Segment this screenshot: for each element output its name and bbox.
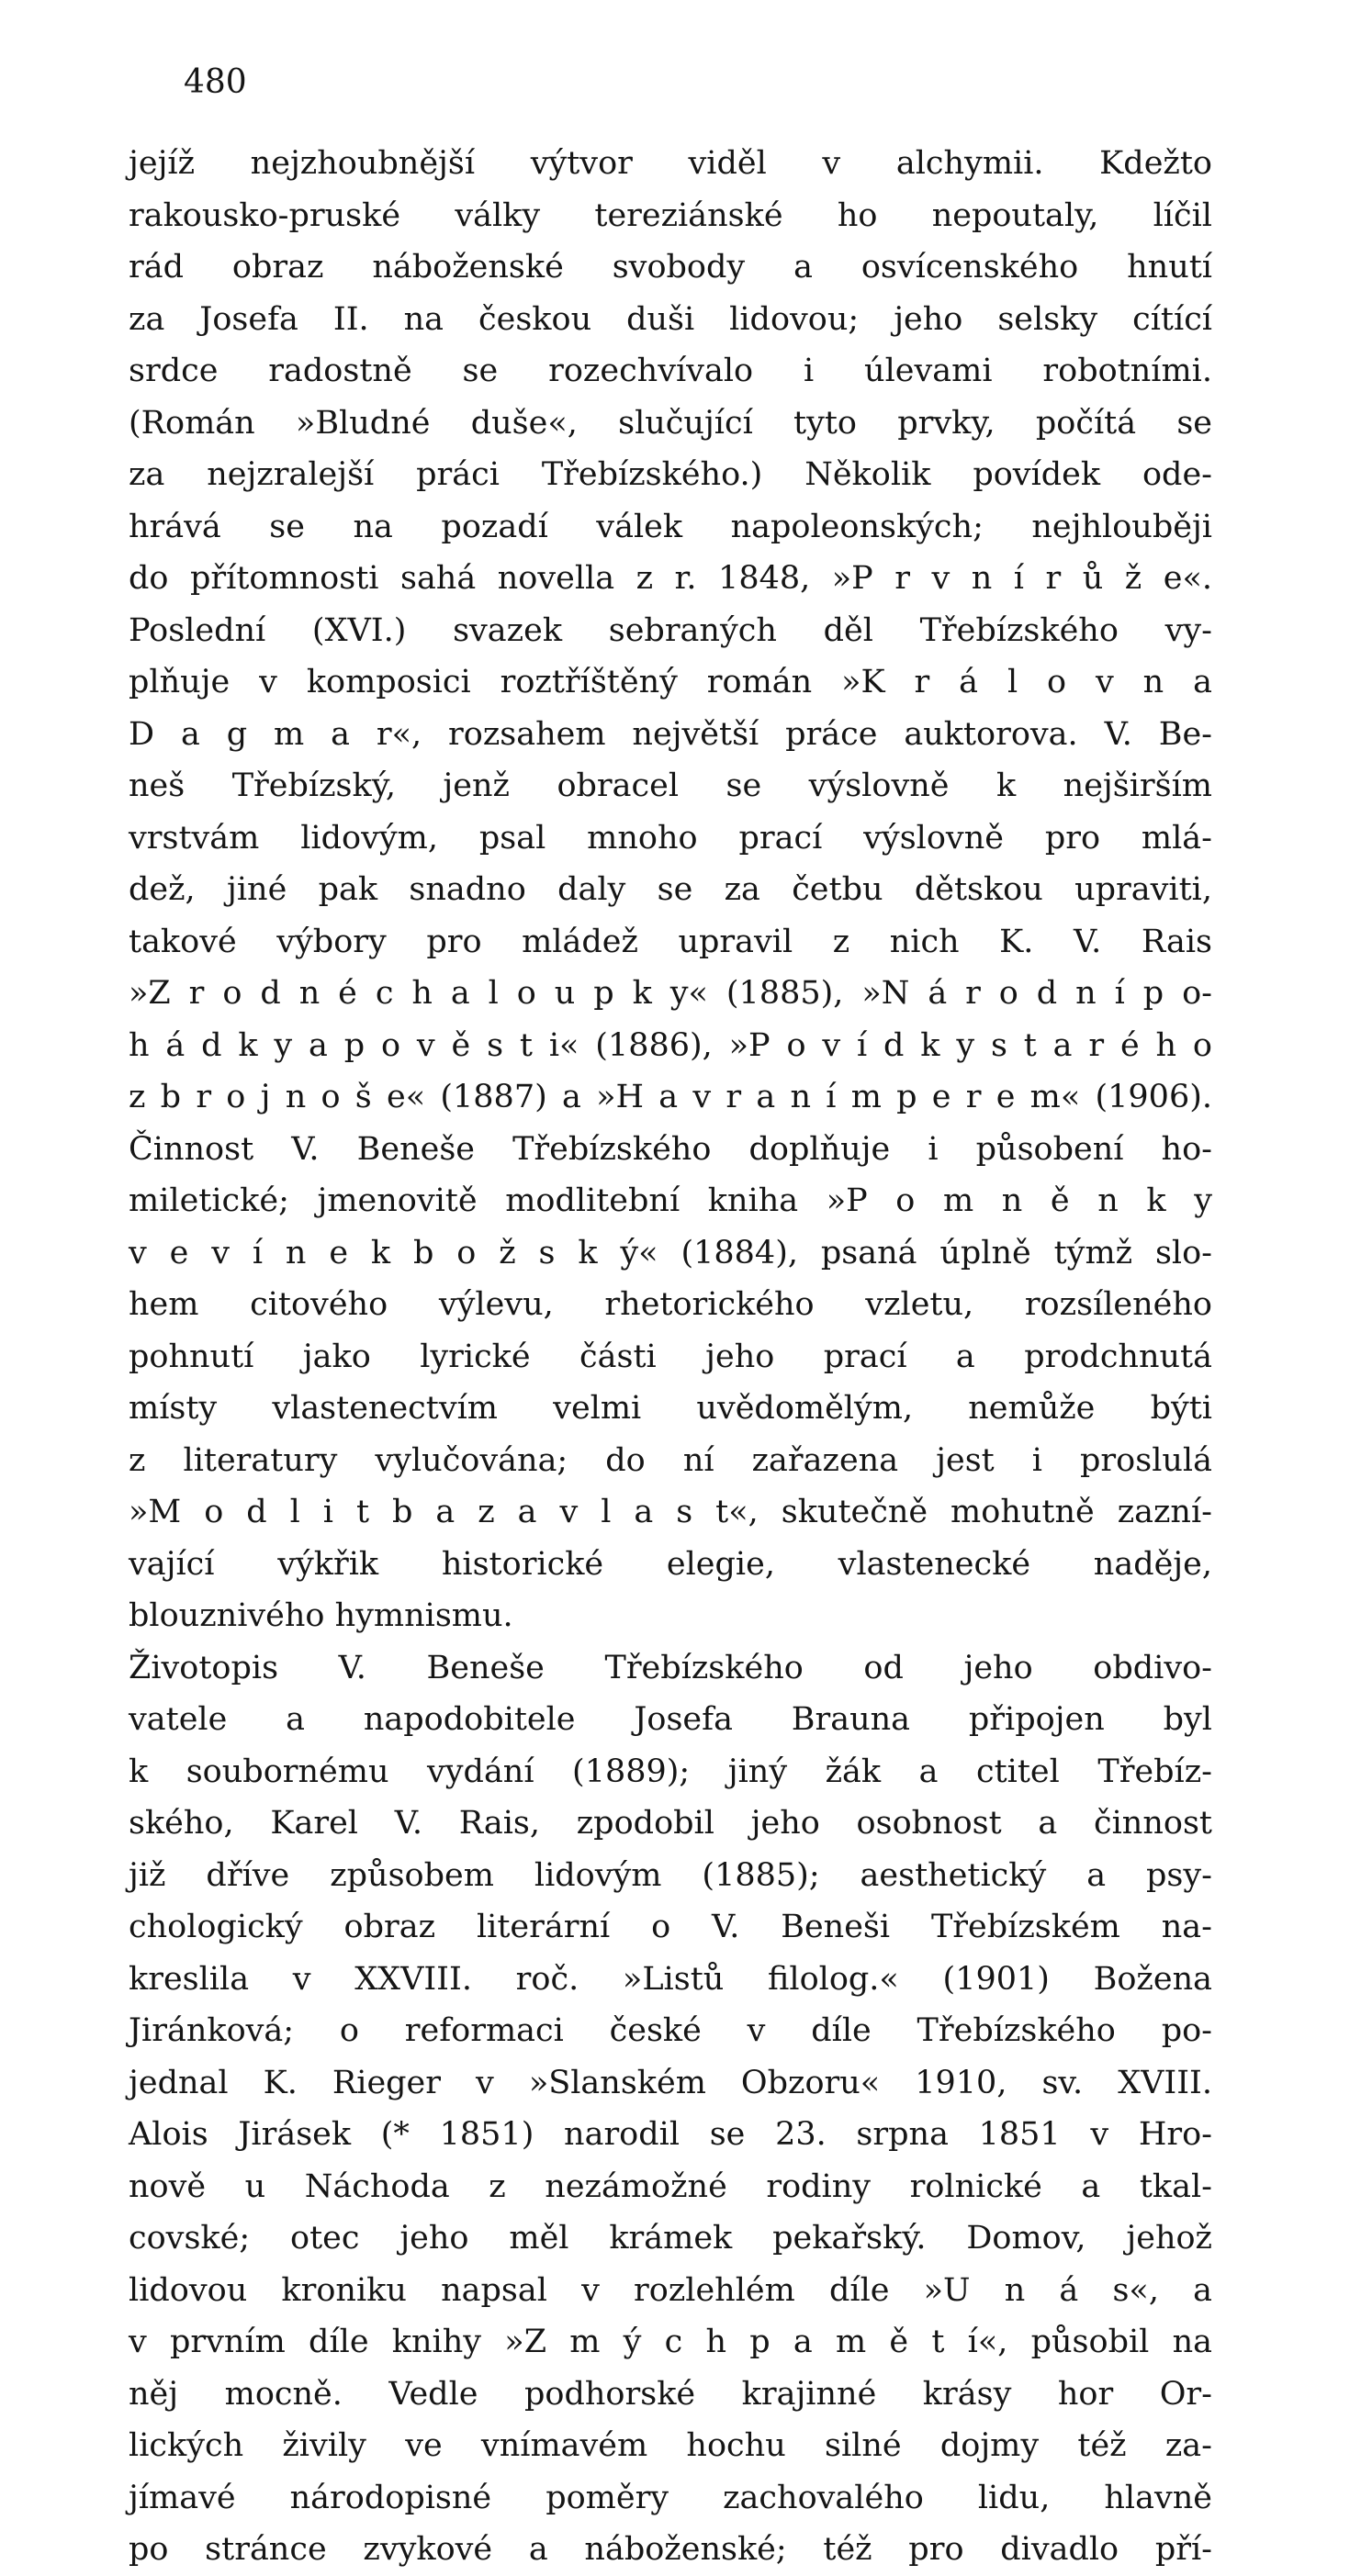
body-text: [129, 138, 1212, 2576]
text-line: něj mocně. Vedle podhorské krajinné krásy hor Or-: [129, 2375, 1212, 2413]
text-line: rád obraz náboženské svobody a osvícenského hnutí: [129, 249, 1212, 286]
text-line: srdce radostně se rozechvívalo i úlevami robotními.: [129, 353, 1212, 389]
text-line: dež, jiné pak snadno daly se za četbu dětskou upraviti,: [129, 871, 1212, 908]
text-line: neš Třebízský, jenž obracel se výslovně k nejširším: [129, 767, 1212, 804]
text-line: »Z r o d n é c h a l o u p k y« (1885), »N á r o d n í p o-: [129, 975, 1212, 1012]
text-line: vající výkřik historické elegie, vlastenecké naděje,: [129, 1545, 1212, 1583]
text-line: kreslila v XXVIII. roč. »Listů filolog.« (1901) Božena: [129, 1960, 1212, 1998]
text-line: hem citového výlevu, rhetorického vzletu, rozsíleného: [129, 1286, 1212, 1323]
text-line: za Josefa II. na českou duši lidovou; jeho selsky cítící: [129, 300, 1212, 338]
text-line: jejíž nejzhoubnější výtvor viděl v alchymii. Kdežto: [129, 145, 1212, 182]
text-line: z literatury vylučována; do ní zařazena jest i proslulá: [129, 1441, 1212, 1479]
text-line: lických živily ve vnímavém hochu silné dojmy též za-: [129, 2427, 1212, 2464]
text-line: jednal K. Rieger v »Slanském Obzoru« 1910, sv. XVIII.: [129, 2064, 1212, 2101]
text-line: k soubornému vydání (1889); jiný žák a ctitel Třebíz-: [129, 1753, 1212, 1790]
text-line: hrává se na pozadí válek napoleonských; nejhlouběji: [129, 508, 1212, 545]
text-line: za nejzralejší práci Třebízského.) Několik povídek ode-: [129, 456, 1212, 493]
text-line: z b r o j n o š e« (1887) a »H a v r a n í m p e r e m« (1906).: [129, 1079, 1212, 1115]
text-line: covské; otec jeho měl krámek pekařský. Domov, jehož: [129, 2220, 1212, 2257]
text-line: Jiránková; o reformaci české v díle Třebízského po-: [129, 2012, 1212, 2049]
text-line: nově u Náchoda z nezámožné rodiny rolnické a tkal-: [129, 2167, 1212, 2205]
text-line: vrstvám lidovým, psal mnoho prací výslovně pro mlá-: [129, 819, 1212, 857]
text-line: takové výbory pro mládež upravil z nich K. V. Rais: [129, 923, 1212, 960]
page-number: 480: [184, 63, 247, 101]
text-line: v prvním díle knihy »Z m ý c h p a m ě t í«, působil na: [129, 2324, 1212, 2360]
text-line: v e v í n e k b o ž s k ý« (1884), psaná úplně týmž slo-: [129, 1234, 1212, 1271]
text-line: »M o d l i t b a z a v l a s t«, skutečně mohutně zazní-: [129, 1494, 1212, 1530]
text-line: ského, Karel V. Rais, zpodobil jeho osobnost a činnost: [129, 1805, 1212, 1842]
text-line: rakousko-pruské války tereziánské ho nepoutaly, líčil: [129, 196, 1212, 234]
text-line: chologický obraz literární o V. Beneši Třebízském na-: [129, 1909, 1212, 1945]
text-line: Životopis V. Beneše Třebízského od jeho obdivo-: [129, 1649, 1212, 1686]
text-line: do přítomnosti sahá novella z r. 1848, »P r v n í r ů ž e«.: [129, 560, 1212, 597]
text-line: blouznivého hymnismu.: [129, 1597, 513, 1634]
text-line: místy vlastenectvím velmi uvědomělým, nemůže býti: [129, 1390, 1212, 1427]
text-line: pohnutí jako lyrické části jeho prací a prodchnutá: [129, 1338, 1212, 1375]
text-line: plňuje v komposici roztříštěný román »K r á l o v n a: [129, 664, 1212, 700]
text-line: již dříve způsobem lidovým (1885); aesthetický a psy-: [129, 1856, 1212, 1894]
text-line: vatele a napodobitele Josefa Brauna připojen byl: [129, 1701, 1212, 1738]
text-line: Poslední (XVI.) svazek sebraných děl Třebízského vy-: [129, 611, 1212, 649]
text-line: D a g m a r«, rozsahem největší práce auktorova. V. Be-: [129, 715, 1212, 753]
text-line: lidovou kroniku napsal v rozlehlém díle »U n á s«, a: [129, 2271, 1212, 2309]
text-line: po stránce zvykové a náboženské; též pro divadlo pří-: [129, 2531, 1212, 2568]
text-line: miletické; jmenovitě modlitební kniha »P o m n ě n k y: [129, 1182, 1212, 1219]
text-line: Alois Jirásek (* 1851) narodil se 23. srpna 1851 v Hro-: [129, 2116, 1212, 2153]
text-line: (Román »Bludné duše«, slučující tyto prvky, počítá se: [129, 404, 1212, 442]
text-line: Činnost V. Beneše Třebízského doplňuje i působení ho-: [129, 1130, 1212, 1168]
text-line: h á d k y a p o v ě s t i« (1886), »P o v í d k y s t a r é h o: [129, 1026, 1212, 1064]
text-line: jímavé národopisné poměry zachovalého lidu, hlavně: [129, 2479, 1212, 2516]
